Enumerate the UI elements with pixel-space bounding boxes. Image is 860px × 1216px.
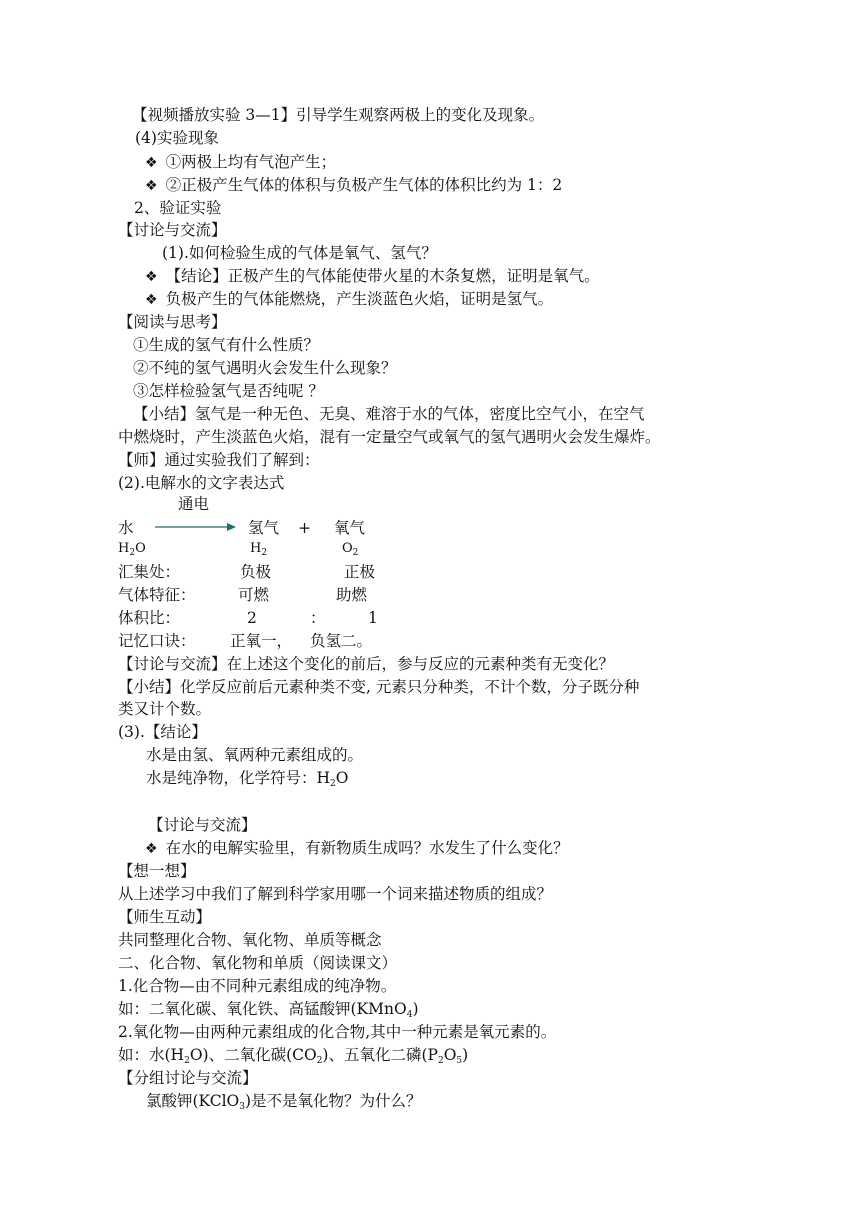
bullet-diamond-icon: ❖ xyxy=(145,841,158,857)
line-reading-q1: ①生成的氢气有什么性质？ xyxy=(133,336,320,354)
line-conclusion-1: 水是由氢、氧两种元素组成的。 xyxy=(146,746,364,764)
line-experiment-phenomena-heading: (4)实验现象 xyxy=(135,129,219,147)
line-verification-heading: 2、验证实验 xyxy=(134,199,222,217)
line-discussion-heading: 【讨论与交流】 xyxy=(118,221,227,239)
line-oxide-def: 2.氧化物—由两种元素组成的化合物,其中一种元素是氧元素的。 xyxy=(118,1023,557,1041)
bullet-text: ①两极上均有气泡产生； xyxy=(165,153,337,171)
line-summary-1: 【小结】氢气是一种无色、无臭、难溶于水的气体，密度比空气小，在空气 xyxy=(133,405,645,423)
line-oxide-example: 如：水$(H_2O)$、二氧化碳$(CO_2)$、五氧化二磷$(P_2O_5)$ xyxy=(118,1046,469,1066)
bullet-diamond-icon: ❖ xyxy=(145,292,158,308)
row-volume-pos: 1 xyxy=(368,609,378,627)
bullet-item xyxy=(145,175,562,196)
formula-h2: $H_2$ xyxy=(250,541,268,558)
line-discussion-2: 【讨论与交流】在上述这个变化的前后，参与反应的元素种类有无变化？ xyxy=(118,655,615,673)
line-interaction-text: 共同整理化合物、氧化物、单质等概念 xyxy=(118,931,382,949)
bullet-item xyxy=(145,266,600,287)
product-hydrogen: 氢气 xyxy=(248,519,280,537)
formula-o2: $O_2$ xyxy=(342,541,359,558)
bullet-diamond-icon: ❖ xyxy=(145,178,158,194)
bullet-item xyxy=(145,289,553,310)
bullet-item xyxy=(145,838,569,859)
row-feature-pos: 助燃 xyxy=(336,586,368,604)
bullet-text: 【结论】正极产生的气体能使带火星的木条复燃，证明是氧气。 xyxy=(165,267,600,285)
line-group-discussion-heading: 【分组讨论与交流】 xyxy=(118,1069,258,1087)
bullet-text: 负极产生的气体能燃烧，产生淡蓝色火焰，证明是氢气。 xyxy=(165,290,554,308)
line-reading-heading: 【阅读与思考】 xyxy=(118,313,227,331)
mnemonic-label: 记忆口诀： xyxy=(118,632,196,650)
row-collection-pos: 正极 xyxy=(344,563,376,581)
line-think-heading: 【想一想】 xyxy=(118,862,196,880)
formula-h2o: $H_2O$ xyxy=(118,541,146,558)
line-summary-2-cont: 类又计个数。 xyxy=(118,700,212,718)
bullet-diamond-icon: ❖ xyxy=(145,269,158,285)
row-collection-neg: 负极 xyxy=(240,563,272,581)
reaction-condition: 通电 xyxy=(178,495,210,513)
line-equation-heading: (2).电解水的文字表达式 xyxy=(118,474,285,492)
line-conclusion-heading: (3).【结论】 xyxy=(118,723,207,741)
line-conclusion-2: 水是纯净物，化学符号：$H_2O$ xyxy=(146,769,349,789)
line-summary-2: 【小结】化学反应前后元素种类不变, 元素只分种类，不计个数，分子既分种 xyxy=(118,678,640,696)
line-interaction-heading: 【师生互动】 xyxy=(118,908,212,926)
bullet-item xyxy=(145,152,336,173)
bullet-diamond-icon: ❖ xyxy=(145,155,158,171)
product-oxygen: 氧气 xyxy=(334,519,366,537)
row-volume-sep: ： xyxy=(310,609,326,627)
mnemonic-a: 正氧一， xyxy=(230,632,293,650)
line-question-1: (1).如何检验生成的气体是氧气、氢气？ xyxy=(162,244,437,262)
line-video-experiment: 【视频播放实验 3—1】引导学生观察两极上的变化及现象。 xyxy=(132,106,545,124)
line-section-2-heading: 二、化合物、氧化物和单质（阅读课文） xyxy=(118,954,398,972)
row-collection-label: 汇集处： xyxy=(118,563,181,581)
line-discussion-3: 【讨论与交流】 xyxy=(148,816,257,834)
bullet-text: 在水的电解实验里，有新物质生成吗？水发生了什么变化？ xyxy=(165,839,569,857)
line-think-question: 从上述学习中我们了解到科学家用哪一个词来描述物质的组成？ xyxy=(118,885,553,903)
row-feature-label: 气体特征： xyxy=(118,586,196,604)
line-compound-def: 1.化合物—由不同种元素组成的纯净物。 xyxy=(118,977,397,995)
line-summary-1-cont: 中燃烧时，产生淡蓝色火焰，混有一定量空气或氧气的氢气遇明火会发生爆炸。 xyxy=(118,428,661,446)
line-compound-example: 如：二氧化碳、氧化铁、高锰酸钾(KMnO$_4$) xyxy=(118,1000,419,1020)
plus-sign: + xyxy=(298,519,311,537)
line-reading-q3: ③怎样检验氢气是否纯呢 ？ xyxy=(133,382,324,400)
line-group-discussion-question: 氯酸钾(KClO$_3$)是不是氧化物？为什么？ xyxy=(146,1092,422,1112)
reaction-arrow-icon xyxy=(155,521,237,533)
mnemonic-b: 负氢二。 xyxy=(310,632,373,650)
reactant-water: 水 xyxy=(118,519,134,537)
row-feature-neg: 可燃 xyxy=(238,586,270,604)
row-volume-label: 体积比： xyxy=(118,609,181,627)
bullet-text: ②正极产生气体的体积与负极产生气体的体积比约为 1：2 xyxy=(165,176,563,194)
line-reading-q2: ②不纯的氢气遇明火会发生什么现象？ xyxy=(133,359,397,377)
line-teacher: 【师】通过实验我们了解到： xyxy=(118,451,320,469)
row-volume-neg: 2 xyxy=(247,609,257,627)
